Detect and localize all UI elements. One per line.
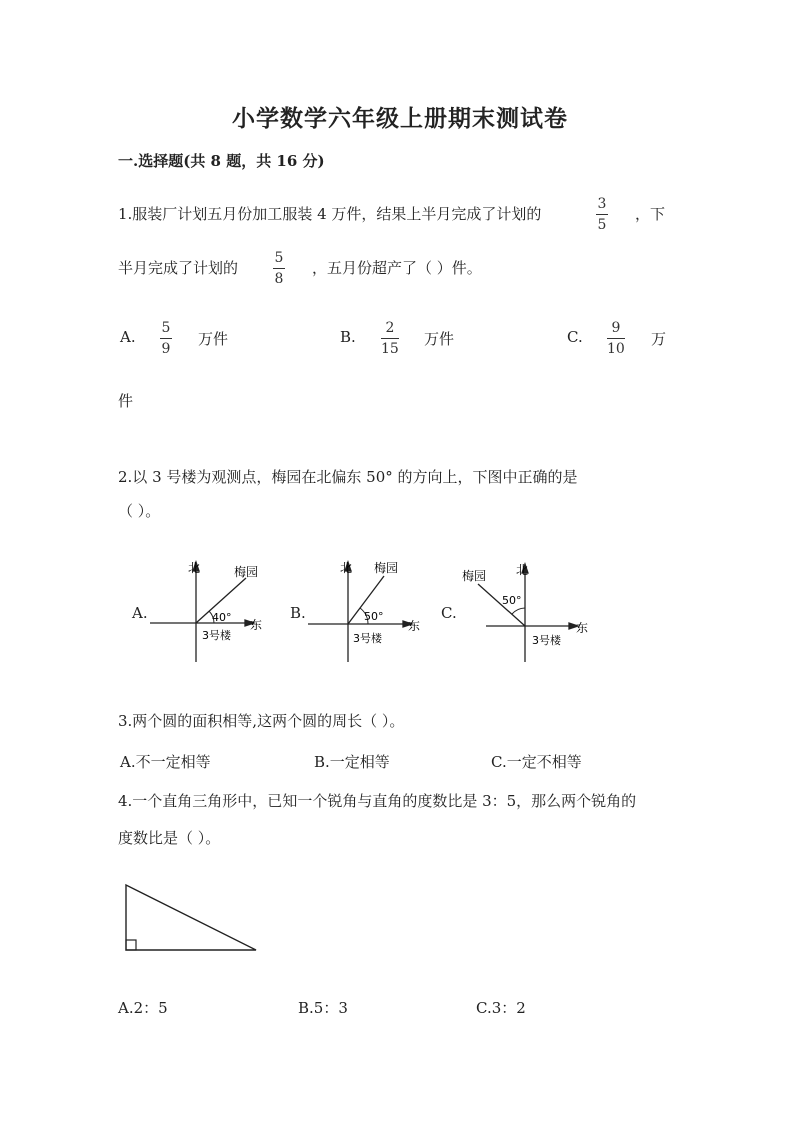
frac-bar: [160, 338, 172, 339]
frac-denominator: 10: [607, 341, 625, 357]
q1-option-c-unit: 万: [651, 330, 667, 348]
q4-option-b: B.5：3: [298, 999, 348, 1017]
q4-text-line1: 4.一个直角三角形中，已知一个锐角与直角的度数比是 3：5，那么两个锐角的: [118, 792, 637, 810]
target-label: 梅园: [234, 565, 259, 579]
q3-option-b: B.一定相等: [314, 753, 390, 771]
frac-bar: [596, 214, 608, 215]
frac-numerator: 5: [274, 250, 284, 266]
q1-option-c-fraction: [607, 320, 625, 357]
angle-label: 50°: [364, 610, 384, 623]
origin-label: 3号楼: [353, 632, 382, 645]
q1-text-line2-end: ，五月份超产了（ ）件。: [312, 259, 482, 277]
q1-option-c-label: C.: [567, 328, 583, 346]
east-label: 东: [250, 618, 263, 632]
north-label: 北: [340, 561, 353, 575]
q1-option-b-unit: 万件: [424, 330, 455, 348]
q4-option-a: A.2：5: [118, 999, 168, 1017]
frac-denominator: 5: [597, 217, 607, 233]
q4-text-line2: 度数比是（ ）。: [118, 829, 221, 847]
east-label: 东: [408, 619, 421, 633]
frac-numerator: 2: [385, 320, 395, 336]
q1-text-line1-end: ，下: [635, 205, 666, 223]
east-label: 东: [576, 621, 588, 635]
q1-text-line1: 1.服装厂计划五月份加工服装 4 万件，结果上半月完成了计划的: [118, 205, 542, 223]
q1-option-b-fraction: [381, 320, 399, 357]
q1-option-c-unit-wrap: 件: [118, 392, 134, 410]
frac-numerator: 3: [597, 196, 607, 212]
q3-text: 3.两个圆的面积相等,这两个圆的周长（ ）。: [118, 712, 405, 730]
q1-fraction-3-5: [596, 196, 608, 233]
q2-text-line1: 2.以 3 号楼为观测点，梅园在北偏东 50° 的方向上，下图中正确的是: [118, 468, 578, 486]
q1-fraction-5-8: [273, 250, 285, 287]
q2-diagram-a-label: A.: [132, 604, 148, 622]
frac-numerator: 5: [161, 320, 171, 336]
frac-denominator: 15: [381, 341, 399, 357]
q1-option-a-fraction: [160, 320, 172, 357]
frac-denominator: 8: [274, 271, 284, 287]
section-heading: 一.选择题(共 8 题，共 16 分): [118, 152, 325, 170]
q2-diagram-c-label: C.: [441, 604, 457, 622]
q2-text-line2: （ ）。: [118, 502, 161, 520]
q4-right-triangle: [122, 882, 262, 954]
frac-bar: [381, 338, 399, 339]
north-label: 北: [516, 563, 529, 577]
target-label: 梅园: [374, 561, 399, 575]
frac-numerator: 9: [611, 320, 621, 336]
frac-bar: [273, 268, 285, 269]
q1-option-a-unit: 万件: [198, 330, 229, 348]
origin-label: 3号楼: [532, 634, 561, 647]
origin-label: 3号楼: [202, 629, 231, 642]
q2-diagram-c: [458, 556, 588, 666]
page-title: 小学数学六年级上册期末测试卷: [232, 105, 568, 132]
q2-diagram-b-label: B.: [290, 604, 306, 622]
q1-text-line2: 半月完成了计划的: [118, 259, 239, 277]
north-label: 北: [188, 561, 201, 575]
q2-diagram-b: [306, 556, 436, 666]
target-label: 梅园: [462, 569, 487, 583]
q1-option-b-label: B.: [340, 328, 356, 346]
q4-option-c: C.3：2: [476, 999, 526, 1017]
q2-diagram-a: [148, 556, 278, 666]
angle-label: 50°: [502, 594, 522, 607]
q1-option-a-label: A.: [120, 328, 136, 346]
q3-option-c: C.一定不相等: [491, 753, 582, 771]
frac-denominator: 9: [161, 341, 171, 357]
angle-label: 40°: [212, 611, 232, 624]
q3-option-a: A.不一定相等: [120, 753, 211, 771]
frac-bar: [607, 338, 625, 339]
